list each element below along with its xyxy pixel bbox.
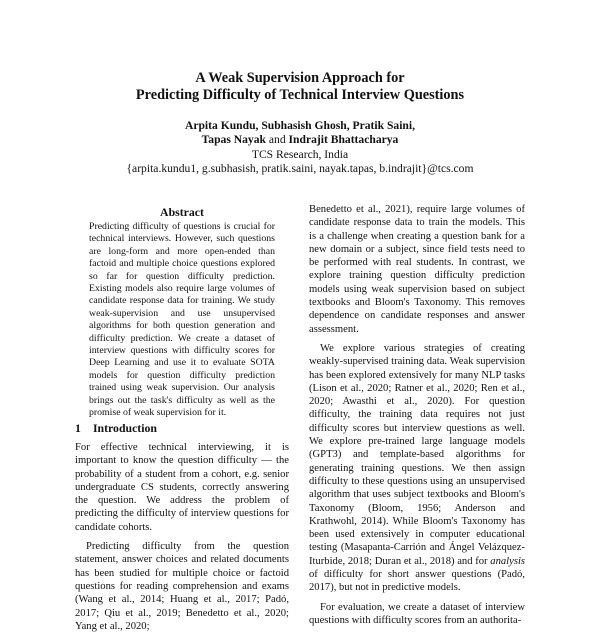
authors-and: and — [268, 133, 286, 146]
author-emails: {arpita.kundu1, g.subhasish, pratik.saini, nayak.tapas, b.indrajit}@tcs.com — [126, 162, 474, 175]
left-column-body — [75, 441, 289, 639]
affiliation: TCS Research, India — [251, 148, 349, 161]
section-heading-introduction — [75, 421, 157, 436]
section-number: 1 — [75, 421, 81, 435]
right-column-body — [309, 203, 525, 633]
abstract-heading: Abstract — [160, 205, 204, 219]
author-indrajit: Indrajit Bhattacharya — [288, 133, 399, 146]
authors-line-2 — [0, 133, 600, 147]
paper-title-line-1: A Weak Supervision Approach for — [195, 70, 405, 86]
authors-line-1: Arpita Kundu, Subhasish Ghosh, Pratik Saini, — [184, 119, 416, 132]
section-title: Introduction — [92, 421, 157, 435]
intro-paragraph-2: Predicting difficulty from the question statement, answer choices and related documents has been studied for multiple choice or factoid questions for reading comprehension and exams (Wang et al., 2014; Huang et al., 2017; Padó, 2017; Qiu et al., 2019; Benedetto et al., 2020; Yang et al., 2020; — [75, 541, 289, 632]
italic-analysis: analysis — [490, 555, 526, 567]
abstract-body: Predicting difficulty of questions is crucial for technical interviews. However, such questions are long-form and more open-ended than factoid and multiple choice questions explored so far for question difficulty prediction. Existing models also require large volumes of candidate response data for training. We study weak-supervision and use unsupervised algorithms for both question generation and difficulty prediction. We create a dataset of interview questions with difficulty scores for Deep Learning and use it to evaluate SOTA models for question difficulty prediction trained using weak supervision. Our analysis brings out the task's difficulty as well as the promise of weak supervision for it. — [89, 221, 275, 419]
right-paragraph-2: We explore various strategies of creating weakly-supervised training data. Weak supervision has been explored extensively for many NLP tasks (Lison et al., 2020; Ratner et al., 2020; Ren et al., 2020; Awasthi et al., 2020). For question difficulty, the training data requires not just difficulty scores but interview questions as well. We explore pre-trained large language models (GPT3) and template-based algorithms for generating training questions. We then assign difficulty to these questions using an unsupervised algorithm that uses subject textbooks and Bloom's Taxonomy (Bloom, 1956; Anderson and Krathwohl, 2014). While Bloom's Taxonomy has been used extensively in computer educational testing (Masapanta-Carrión and Ángel Velázquez-Iturbide, 2018; Duran et al., 2018) and for analysis of difficulty for short answer questions (Padó, 2017), but not in predictive models. — [309, 342, 526, 594]
intro-paragraph-1: For effective technical interviewing, it is important to know the question difficulty — the probability of a student from a cohort, e.g. senior undergraduate CS students, correctly answering the question. We address the problem of predicting the difficulty of interview questions for candidate cohorts. — [75, 442, 289, 533]
right-paragraph-1: Benedetto et al., 2021), require large volumes of candidate response data to train the models. This is a challenge when creating a question bank for a new domain or a subject, since field tests need to be performed with real students. In contrast, we explore training question difficulty prediction models using weak supervision based on subject textbooks and Bloom's Taxonomy. This removes dependence on candidate responses and answer assessment. — [309, 204, 525, 335]
right-paragraph-3: For evaluation, we create a dataset of interview questions with difficulty scores from an authorita- — [309, 601, 525, 626]
author-tapas: Tapas Nayak — [201, 133, 266, 146]
paper-title-line-2: Predicting Difficulty of Technical Interview Questions — [135, 87, 465, 103]
